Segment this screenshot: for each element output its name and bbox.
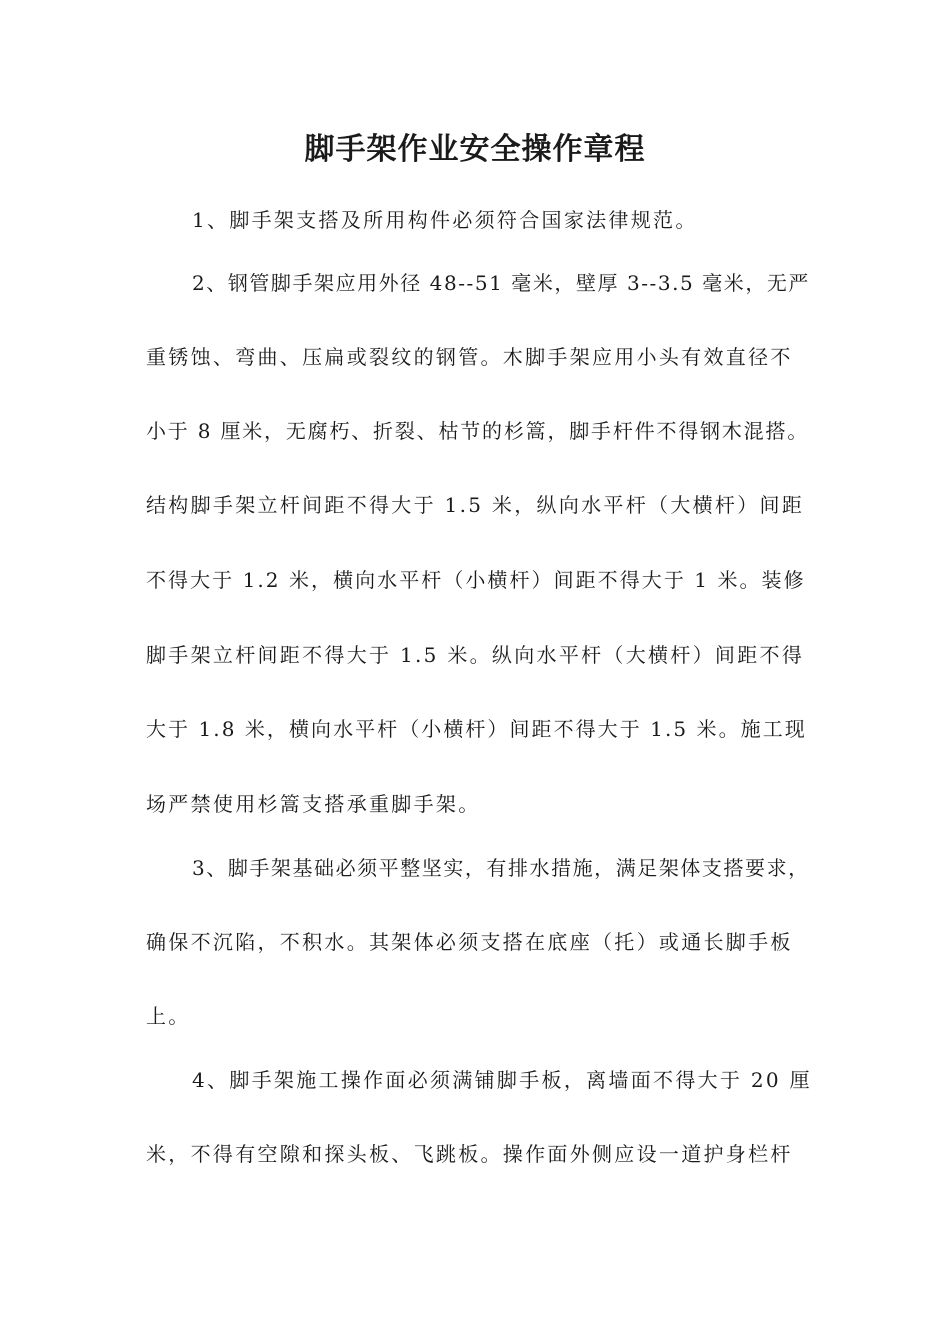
text-line: 大于 1.8 米，横向水平杆（小横杆）间距不得大于 1.5 米。施工现 — [146, 717, 807, 741]
text-line: 场严禁使用杉篙支搭承重脚手架。 — [146, 792, 481, 816]
text-line: 重锈蚀、弯曲、压扁或裂纹的钢管。木脚手架应用小头有效直径不 — [146, 345, 793, 369]
text-line: 确保不沉陷，不积水。其架体必须支搭在底座（托）或通长脚手板 — [146, 930, 793, 954]
text-line: 上。 — [146, 1004, 191, 1028]
document-title: 脚手架作业安全操作章程 — [304, 132, 646, 167]
text-line: 1、脚手架支搭及所用构件必须符合国家法律规范。 — [192, 208, 698, 232]
text-line: 结构脚手架立杆间距不得大于 1.5 米，纵向水平杆（大横杆）间距 — [146, 493, 805, 517]
text-line: 小于 8 厘米，无腐朽、折裂、枯节的杉篙，脚手杆件不得钢木混搭。 — [146, 419, 810, 443]
text-line: 2、钢管脚手架应用外径 48--51 毫米，壁厚 3--3.5 毫米，无严 — [192, 271, 810, 295]
text-line: 3、脚手架基础必须平整坚实，有排水措施，满足架体支搭要求， — [192, 856, 810, 880]
text-line: 米，不得有空隙和探头板、飞跳板。操作面外侧应设一道护身栏杆 — [146, 1142, 793, 1166]
text-line: 脚手架立杆间距不得大于 1.5 米。纵向水平杆（大横杆）间距不得 — [146, 643, 805, 667]
text-line: 4、脚手架施工操作面必须满铺脚手板，离墙面不得大于 20 厘 — [192, 1068, 812, 1092]
text-line: 不得大于 1.2 米，横向水平杆（小横杆）间距不得大于 1 米。装修 — [146, 568, 806, 592]
